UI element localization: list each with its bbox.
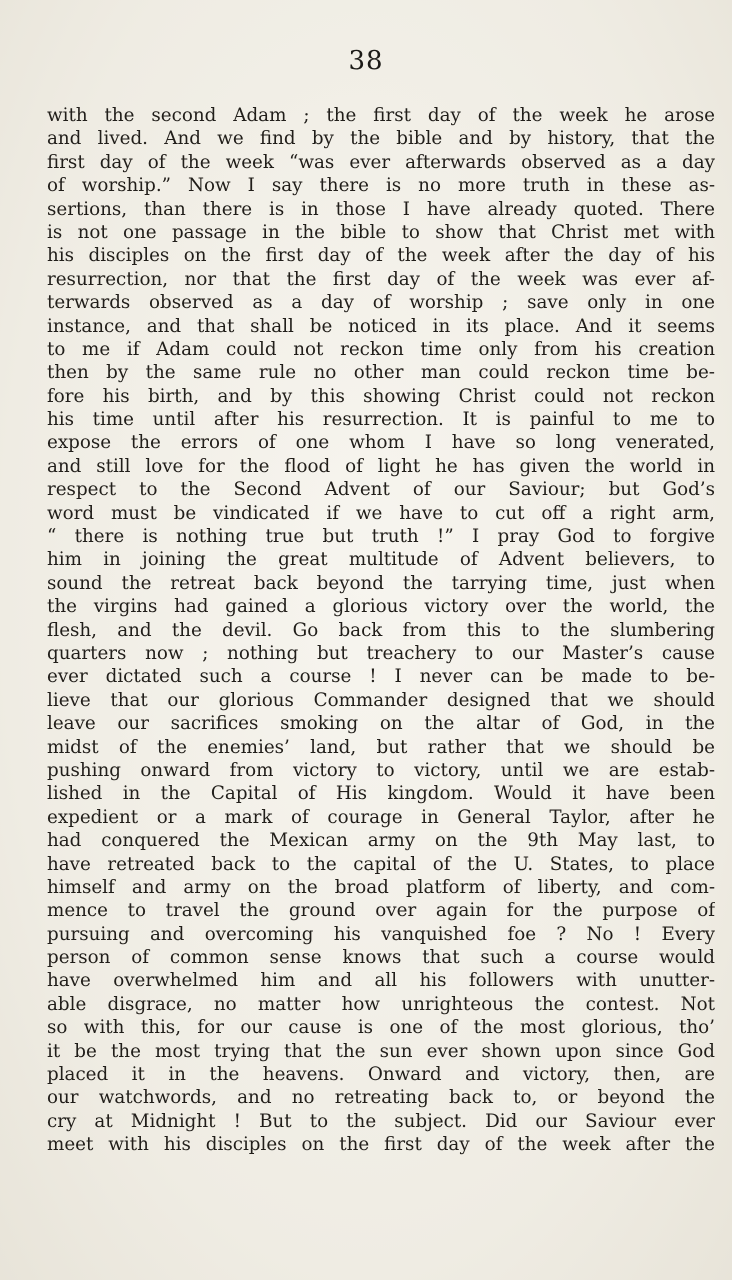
text-line: lieve that our glorious Commander designed that we should — [47, 689, 715, 711]
text-line: person of common sense knows that such a course would — [47, 947, 715, 969]
text-line: respect to the Second Advent of our Saviour; but God’s — [47, 479, 715, 501]
text-line: it be the most trying that the sun ever shown upon since God — [47, 1040, 715, 1062]
text-line: himself and army on the broad platform of liberty, and com- — [47, 876, 715, 898]
text-line: so with this, for our cause is one of the most glorious, tho’ — [47, 1017, 715, 1039]
text-line: is not one passage in the bible to show that Christ met with — [47, 221, 715, 243]
page-number: 38 — [348, 46, 384, 76]
text-line: meet with his disciples on the first day of the week after the — [47, 1134, 715, 1156]
text-line: of worship.” Now I say there is no more truth in these as- — [47, 175, 715, 197]
text-line: sertions, than there is in those I have already quoted. There — [47, 198, 715, 220]
text-line: his time until after his resurrection. It is painful to me to — [47, 409, 715, 431]
text-line: expedient or a mark of courage in General Taylor, after he — [47, 806, 715, 828]
text-line: the virgins had gained a glorious victory over the world, the — [47, 596, 715, 618]
text-line: pushing onward from victory to victory, until we are estab- — [47, 759, 715, 781]
body-text — [47, 104, 715, 1157]
text-line: and still love for the flood of light he has given the world in — [47, 455, 715, 477]
text-line: flesh, and the devil. Go back from this to the slumbering — [47, 619, 715, 641]
text-line: then by the same rule no other man could reckon time be- — [47, 362, 715, 384]
text-line: him in joining the great multitude of Advent believers, to — [47, 549, 715, 571]
text-line: expose the errors of one whom I have so long venerated, — [47, 432, 715, 454]
text-line: quarters now ; nothing but treachery to our Master’s cause — [47, 642, 715, 664]
text-line: word must be vindicated if we have to cut off a right arm, — [47, 502, 715, 524]
text-line: have overwhelmed him and all his followers with unutter- — [47, 970, 715, 992]
text-line: with the second Adam ; the first day of the week he arose — [47, 105, 715, 126]
text-line: lished in the Capital of His kingdom. Would it have been — [47, 783, 715, 805]
text-line: fore his birth, and by this showing Christ could not reckon — [47, 385, 715, 407]
text-line: mence to travel the ground over again for the purpose of — [47, 900, 715, 922]
text-line: to me if Adam could not reckon time only from his creation — [47, 338, 715, 360]
text-line: his disciples on the first day of the week after the day of his — [47, 245, 715, 267]
text-line: our watchwords, and no retreating back to, or beyond the — [47, 1087, 715, 1109]
text-line: able disgrace, no matter how unrighteous the contest. Not — [47, 993, 715, 1015]
text-line: have retreated back to the capital of the U. States, to place — [47, 853, 715, 875]
text-line: first day of the week “was ever afterwards observed as a day — [47, 151, 715, 173]
text-line: instance, and that shall be noticed in its place. And it seems — [47, 315, 715, 337]
text-line: terwards observed as a day of worship ; save only in one — [47, 292, 715, 314]
text-line: cry at Midnight ! But to the subject. Did our Saviour ever — [47, 1110, 715, 1132]
text-line: “ there is nothing true but truth !” I pray God to forgive — [47, 526, 715, 548]
text-line: leave our sacrifices smoking on the altar of God, in the — [47, 713, 715, 735]
text-line: ever dictated such a course ! I never can be made to be- — [47, 666, 715, 688]
text-line: midst of the enemies’ land, but rather that we should be — [47, 736, 715, 758]
text-line: sound the retreat back beyond the tarrying time, just when — [47, 572, 715, 594]
text-line: resurrection, nor that the first day of the week was ever af- — [47, 268, 715, 290]
text-line: pursuing and overcoming his vanquished foe ? No ! Every — [47, 923, 715, 945]
text-line: had conquered the Mexican army on the 9th May last, to — [47, 830, 715, 852]
text-line: and lived. And we find by the bible and by history, that the — [47, 128, 715, 150]
text-line: placed it in the heavens. Onward and victory, then, are — [47, 1064, 715, 1086]
